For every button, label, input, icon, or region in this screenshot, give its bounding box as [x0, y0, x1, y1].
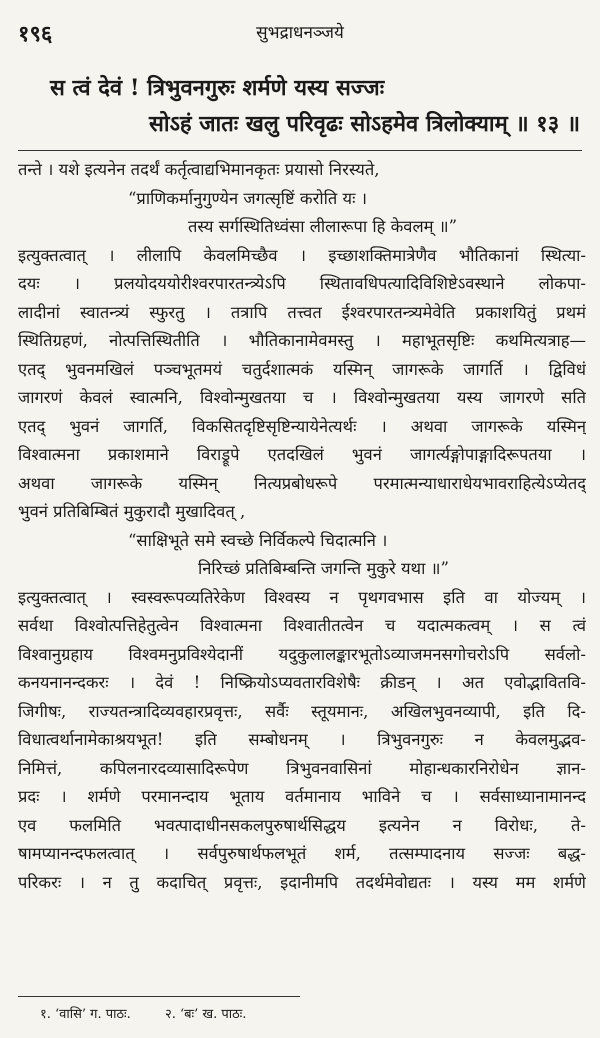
commentary-line: स्थितिग्रहणं, नोत्पत्तिस्थितीति । भौतिकानामेवमस्तु । महाभूतसृष्टिः कथमित्यत्राह—	[18, 331, 586, 350]
commentary-line: अथवा जागरूके यस्मिन् नित्यप्रबोधरूपे परमात्मन्याधाराधेयभावराहित्येऽप्येतद्	[18, 473, 586, 493]
quote-line: “साक्षिभूते समे स्वच्छे निर्विकल्पे चिदात्मनि ।	[128, 530, 388, 550]
commentary-line: परिकरः । न तु कदाचित् प्रवृत्तः, इदानीमपि तदर्थमेवोद्यतः । यस्य मम शर्मणे	[18, 872, 586, 892]
footnote: २. ‘बः’ ख. पाठः.	[164, 1007, 247, 1022]
commentary-line: विधात्वर्थानामेकाश्रयभूत! इति सम्बोधनम् । त्रिभुवनगुरुः न केवलमुद्भव-	[18, 730, 586, 749]
commentary-line: जिगीषः, राज्यतन्त्रादिव्यवहारप्रवृत्तः, सर्वैः स्तूयमानः, अखिलभुवनव्यापी, इति दि-	[18, 701, 586, 721]
commentary-line: इत्युक्तत्वात् । लीलापि केवलमिच्छैव । इच्छाशक्तिमात्रेणैव भौतिकानां स्थित्या-	[18, 245, 586, 265]
commentary-line: विश्वात्मना प्रकाशमाने विराड्रूपे एतदखिलं भुवनं जागर्त्यङ्गोपाङ्गादिरूपतया ।	[18, 445, 586, 464]
verse-line-2: सोऽहं जातः खलु परिवृढः सोऽहमेव त्रिलोक्याम् ॥ १३ ॥	[149, 111, 580, 137]
footnote: १. ‘वासि’ ग. पाठः.	[40, 1007, 131, 1022]
commentary-line: एतद् भुवनमखिलं पञ्चभूतमयं चतुर्दशात्मकं यस्मिन् जागरूके जागर्ति । द्विविधं	[18, 359, 586, 379]
commentary-line: लादीनां स्वातन्त्र्यं स्फुरतु । तत्रापि तत्त्वत ईश्वरपारतन्त्र्यमेवेति प्रकाशयितुं प्रथमं	[18, 302, 586, 322]
verse-divider	[18, 150, 582, 151]
commentary-line: विश्वानुग्रहाय विश्वमनुप्रविश्येदानीं यदुकुलालङ्कारभूतोऽव्याजमनसगोचरोऽपि सर्वलो-	[18, 644, 586, 664]
page-header	[18, 18, 582, 46]
verse-block	[30, 70, 590, 142]
quote-line: तस्य सर्गस्थितिध्वंसा लीलारूपा हि केवलम् ॥”	[188, 217, 458, 236]
commentary-line: प्रदः । शर्मणे परमानन्दाय भूताय वर्तमानाय भाविने च । सर्वसाध्यानामानन्द	[18, 787, 586, 806]
running-head: सुभद्राधनञ्जये	[256, 23, 344, 43]
commentary-line: एतद् भुवनं जागर्ति, विकसितदृष्टिसृष्टिन्यायेनेत्यर्थः । अथवा जागरूके यस्मिन्	[18, 416, 586, 436]
quote-line: “प्राणिकर्मानुगुण्येन जगत्सृष्टिं करोति यः ।	[128, 188, 367, 208]
commentary-line: जागरणं केवलं स्वात्मनि, विश्वोन्मुखतया च । विश्वोन्मुखतया यस्य जागरणे सति	[18, 388, 586, 407]
commentary-line: दयः । प्रलयोदययोरीश्वरपारतन्त्र्येऽपि स्थितावधिपत्यादिविशिष्टेऽवस्थाने लोकपा-	[18, 274, 586, 293]
page-number: १९६	[18, 21, 53, 47]
commentary-line: सर्वथा विश्वोत्पत्तिहेतुत्वेन विश्वात्मना विश्वातीतत्वेन च यदात्मकत्वम् । स त्वं	[18, 616, 586, 635]
verse-line-1: स त्वं देवं ! त्रिभुवनगुरुः शर्मणे यस्य सज्जः	[50, 75, 385, 101]
commentary-line: कनयनानन्दकरः । देवं ! निष्क्रियोऽप्यवतारविशेषैः क्रीडन् । अत एवोद्भावितवि-	[18, 673, 586, 692]
commentary-line: तन्ते । यशे इत्यनेन तदर्थं कर्तृत्वाद्यभिमानकृतः प्रयासो निरस्यते,	[18, 160, 380, 179]
commentary-line: षामप्यानन्दफलत्वात् । सर्वपुरुषार्थफलभूतं शर्म, तत्सम्पादनाय सज्जः बद्ध-	[18, 844, 586, 863]
quote-line: निरिच्छं प्रतिबिम्बन्ति जगन्ति मुकुरे यथा ॥”	[198, 559, 449, 578]
footnote-divider	[18, 996, 300, 997]
commentary-line: इत्युक्तत्वात् । स्वस्वरूपव्यतिरेकेण विश्वस्य न पृथगवभास इति वा योज्यम् ।	[18, 587, 586, 607]
commentary-line: एव फलमिति भवत्पादाधीनसकलपुरुषार्थसिद्धय इत्यनेन न विरोधः, ते-	[18, 815, 586, 835]
commentary-line: भुवनं प्रतिबिम्बितं मुकुरादौ मुखादिवत् ,	[18, 502, 246, 521]
commentary-line: निमित्तं, कपिलनारदव्यासादिरूपेण त्रिभुवनवासिनां मोहान्धकारनिरोधेन ज्ञान-	[18, 758, 586, 778]
commentary	[18, 156, 586, 897]
footnotes	[40, 1004, 276, 1022]
